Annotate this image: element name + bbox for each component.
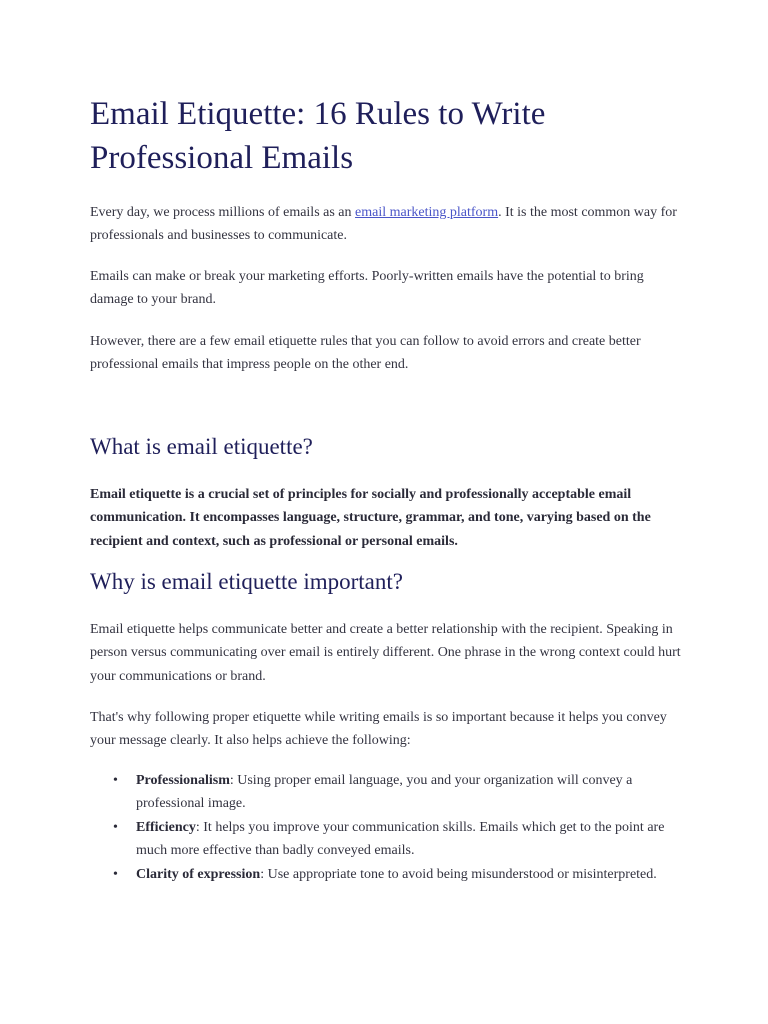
importance-paragraph-2: That's why following proper etiquette while writing emails is so important because it helps you convey your message clearly. It also helps achieve the following: <box>90 710 667 749</box>
list-item-text: : Use appropriate tone to avoid being misunderstood or misinterpreted. <box>260 866 657 882</box>
list-item <box>90 769 682 816</box>
article-title: Email Etiquette: 16 Rules to Write Professional Emails <box>90 96 546 176</box>
section-heading-why-important: Why is email etiquette important? <box>90 569 403 594</box>
section-heading-what-is: What is email etiquette? <box>90 434 313 459</box>
bullet-icon: • <box>113 773 118 788</box>
importance-paragraph-1: Email etiquette helps communicate better and create a better relationship with the recipient. Speaking in person versus communicating over email is entirely different. One phrase in the wrong context could hurt your communications or brand. <box>90 622 681 684</box>
definition-paragraph: Email etiquette is a crucial set of principles for socially and professionally acceptable email communication. It encompasses language, structure, grammar, and tone, varying based on the recipient and context, such as professional or personal emails. <box>90 487 651 549</box>
intro-paragraph-1 <box>90 201 682 248</box>
email-marketing-platform-link[interactable]: email marketing platform <box>355 205 499 220</box>
intro-text-after-link: . It is the most common way for professionals and businesses to communicate. <box>90 205 677 244</box>
list-item-text: : Using proper email language, you and your organization will convey a professional image. <box>136 773 633 812</box>
bullet-icon: • <box>113 866 118 882</box>
list-item-term: Clarity of expression <box>136 866 261 882</box>
list-item-term: Efficiency <box>136 819 196 835</box>
intro-paragraph-3: However, there are a few email etiquette rules that you can follow to avoid errors and create better professional emails that impress people on the other end. <box>90 334 641 373</box>
benefits-list <box>90 769 682 886</box>
list-item <box>90 816 682 863</box>
intro-paragraph-2: Emails can make or break your marketing efforts. Poorly-written emails have the potential to bring damage to your brand. <box>90 269 644 308</box>
bullet-icon: • <box>113 819 118 835</box>
list-item-term: Professionalism <box>136 773 230 788</box>
intro-text-before-link: Every day, we process millions of emails as an <box>90 205 356 220</box>
list-item <box>90 863 682 886</box>
list-item-text: : It helps you improve your communication skills. Emails which get to the point are much more effective than badly conveyed emails. <box>136 819 665 859</box>
